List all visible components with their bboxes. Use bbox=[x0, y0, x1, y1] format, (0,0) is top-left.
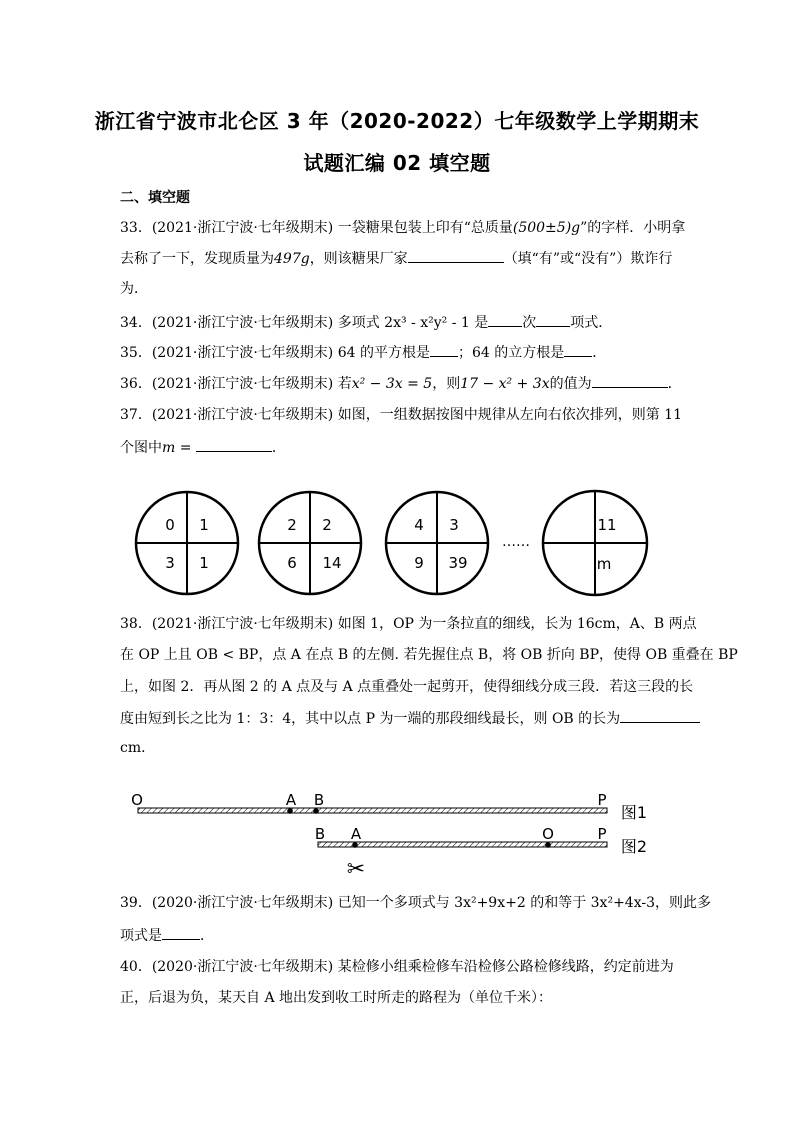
q37-line-1: 37．(2021·浙江宁波·七年级期末) 如图，一组数据按图中规律从左向右依次排列，则第 11 bbox=[120, 407, 682, 423]
circle-2-bottom-right: 14 bbox=[322, 554, 342, 572]
q38-line-4 bbox=[120, 708, 700, 729]
figure-2-caption: 图2 bbox=[620, 837, 648, 856]
q36-answer-blank[interactable] bbox=[592, 373, 668, 388]
q33-line-1 bbox=[120, 218, 685, 238]
q36-mid: ，则 bbox=[432, 376, 461, 392]
fig1-point-b bbox=[313, 808, 319, 814]
q39-line2a: 项式是 bbox=[120, 928, 162, 944]
q33-line2c: （填“有”或“没有”）欺诈行 bbox=[503, 251, 673, 267]
q34-blank-2[interactable] bbox=[536, 312, 570, 327]
scissors-icon: ✂ bbox=[346, 857, 366, 882]
q39-end: ． bbox=[200, 928, 214, 944]
fig2-point-a bbox=[352, 842, 358, 848]
fig1-label-b: B bbox=[313, 791, 325, 809]
q36-expr: 17 − x² + 3x bbox=[460, 376, 550, 392]
q36-suffix: 的值为 bbox=[549, 376, 592, 392]
q34-prefix: 34．(2021·浙江宁波·七年级期末) 多项式 2x³ - x²y² - 1 是 bbox=[120, 315, 489, 331]
fig2-label-b: B bbox=[314, 825, 326, 843]
q38-line-3: 上，如图 2．再从图 2 的 A 点及与 A 点重叠处一起剪开，使得细线分成三段．若这三段的长 bbox=[120, 679, 694, 695]
fig2-label-o: O bbox=[542, 825, 554, 843]
circle-2-top-left: 2 bbox=[287, 516, 297, 534]
fig1-label-o: O bbox=[131, 791, 143, 809]
q38-line-2: 在 OP 上且 OB < BP，点 A 在点 B 的左侧. 若先握住点 B，将 OB 折向 BP，使得 OB 重叠在 BP bbox=[120, 647, 738, 663]
q35-blank-1[interactable] bbox=[430, 342, 458, 357]
q37-line-2 bbox=[120, 437, 286, 458]
fig2-point-o bbox=[545, 842, 551, 848]
circle-3 bbox=[386, 492, 488, 594]
q39-answer-blank[interactable] bbox=[162, 925, 200, 940]
circle-2 bbox=[259, 492, 361, 594]
circle-2-top-right: 2 bbox=[322, 516, 332, 534]
q33-line2a: 去称了一下，发现质量为 bbox=[120, 251, 274, 267]
section-heading: 二、填空题 bbox=[120, 190, 190, 206]
q35-blank-2[interactable] bbox=[564, 342, 592, 357]
q33-suffix: ”的字样．小明拿 bbox=[580, 220, 686, 236]
circle-4-top-right: 11 bbox=[597, 516, 617, 534]
q34-line bbox=[120, 312, 612, 333]
q37-var: m bbox=[162, 440, 176, 456]
q36-cond: x² − 3x = 5 bbox=[351, 376, 433, 392]
q39-line-1: 39．(2020·浙江宁波·七年级期末) 已知一个多项式与 3x²+9x+2 的和等于 3x²+4x-3，则此多 bbox=[120, 895, 711, 911]
q33-line-3: 为． bbox=[120, 281, 148, 297]
circle-3-bottom-right: 39 bbox=[448, 554, 468, 572]
circle-1 bbox=[136, 492, 238, 594]
q33-line-2 bbox=[120, 248, 672, 269]
q37-answer-blank[interactable] bbox=[196, 437, 272, 452]
ellipsis: …… bbox=[502, 534, 530, 550]
q38-line-5: cm． bbox=[120, 740, 156, 756]
q35-line bbox=[120, 342, 606, 363]
circle-1-top-left: 0 bbox=[165, 516, 175, 534]
q33-prefix: 33．(2021·浙江宁波·七年级期末) 一袋糖果包装上印有“总质量 bbox=[120, 220, 513, 236]
fig2-label-a: A bbox=[350, 825, 362, 843]
q37-end: ． bbox=[271, 440, 286, 456]
fig2-label-p: P bbox=[597, 825, 607, 843]
q37-line2a: 个图中 bbox=[120, 440, 162, 456]
figure-2 bbox=[315, 825, 647, 882]
fig1-label-a: A bbox=[285, 791, 297, 809]
q37-line2b: = bbox=[175, 440, 196, 456]
circle-3-top-right: 3 bbox=[449, 516, 459, 534]
circle-3-top-left: 4 bbox=[414, 516, 424, 534]
q34-suffix: 项式． bbox=[570, 315, 613, 331]
figure-1-caption: 图1 bbox=[620, 803, 648, 822]
fig1-label-p: P bbox=[597, 791, 607, 809]
q35-prefix: 35．(2021·浙江宁波·七年级期末) 64 的平方根是 bbox=[120, 345, 430, 361]
figure-1 bbox=[131, 791, 647, 822]
document-title-line-1: 浙江省宁波市北仑区 3 年（2020-2022）七年级数学上学期期末 bbox=[94, 109, 700, 133]
string-fold-figure bbox=[0, 784, 794, 884]
q36-line bbox=[120, 373, 682, 394]
q40-line-1: 40．(2020·浙江宁波·七年级期末) 某检修小组乘检修车沿检修公路检修线路，约定前进为 bbox=[120, 959, 674, 975]
circle-2-bottom-left: 6 bbox=[287, 554, 297, 572]
circle-4 bbox=[543, 491, 647, 595]
q35-suffix: ． bbox=[592, 345, 607, 361]
q36-end: ． bbox=[667, 376, 682, 392]
circle-1-bottom-left: 3 bbox=[165, 554, 175, 572]
circle-1-top-right: 1 bbox=[199, 516, 209, 534]
q38-line4-text: 度由短到长之比为 1：3：4，其中以点 P 为一端的那段细线最长，则 OB 的长为 bbox=[120, 711, 621, 727]
q36-prefix: 36．(2021·浙江宁波·七年级期末) 若 bbox=[120, 376, 352, 392]
q34-blank-1[interactable] bbox=[488, 312, 522, 327]
q35-mid: ；64 的立方根是 bbox=[457, 345, 565, 361]
circle-pattern-figure bbox=[0, 480, 794, 610]
fig1-point-a bbox=[287, 808, 293, 814]
q38-answer-blank[interactable] bbox=[620, 708, 700, 723]
q34-mid: 次 bbox=[522, 315, 537, 331]
q40-line-2: 正，后退为负，某天自 A 地出发到收工时所走的路程为（单位千米）： bbox=[120, 990, 553, 1006]
q39-line-2 bbox=[120, 925, 214, 946]
document-title-line-2: 试题汇编 02 填空题 bbox=[303, 151, 491, 175]
q33-expr: (500±5)g bbox=[512, 220, 581, 236]
circle-4-bottom-right: m bbox=[596, 555, 612, 573]
circle-3-bottom-left: 9 bbox=[414, 554, 424, 572]
q38-line-1: 38．(2021·浙江宁波·七年级期末) 如图 1，OP 为一条拉直的细线，长为 16cm，A、B 两点 bbox=[120, 616, 697, 632]
q33-value: 497g bbox=[274, 251, 310, 267]
circle-1-bottom-right: 1 bbox=[199, 554, 209, 572]
q33-line2b: ，则该糖果厂家 bbox=[309, 251, 408, 267]
q33-answer-blank[interactable] bbox=[408, 248, 504, 263]
